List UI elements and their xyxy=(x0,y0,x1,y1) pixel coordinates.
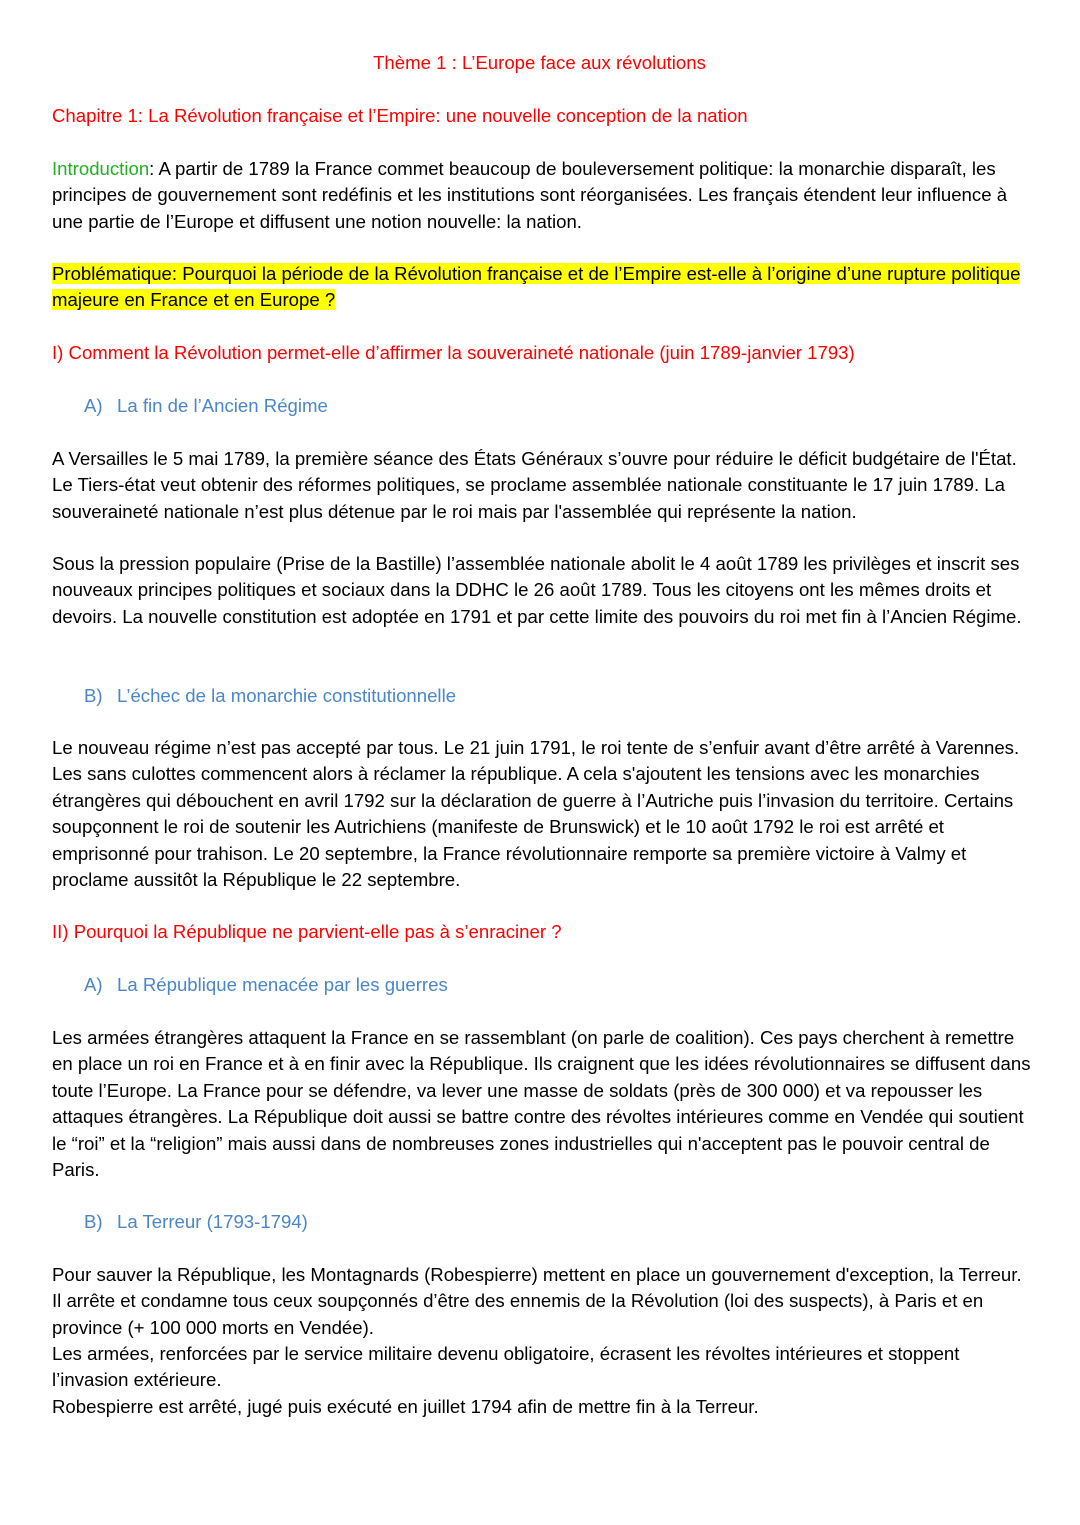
section-letter: B) xyxy=(84,1211,103,1232)
part1-sectionA-heading xyxy=(84,393,1064,419)
part2-sectionB-paragraph-1: Pour sauver la République, les Montagnards (Robespierre) mettent en place un gouvernement d'exception, la Terreur. Il arrête et condamne tous ceux soupçonnés d’être des ennemis de la Révolution (loi des suspects), à Paris et en province (+ 100 000 morts en Vendée). xyxy=(52,1264,1022,1338)
part1-sectionB-heading xyxy=(84,683,1064,709)
introduction-paragraph xyxy=(52,156,1032,235)
part1-title: I) Comment la Révolution permet-elle d’affirmer la souveraineté nationale (juin 1789-janvier 1793) xyxy=(52,342,855,363)
section-letter: A) xyxy=(84,974,103,995)
theme-title: Thème 1 : L’Europe face aux révolutions xyxy=(373,52,706,73)
part1-sectionA-paragraph-2: Sous la pression populaire (Prise de la Bastille) l’assemblée nationale abolit le 4 août 1789 les privilèges et inscrit ses nouveaux principes politiques et sociaux dans la DDHC le 26 août 1789. Tous les citoyens ont les mêmes droits et devoirs. La nouvelle constitution est adoptée en 1791 et par cette limite des pouvoirs du roi met fin à l’Ancien Régime. xyxy=(52,553,1022,627)
part2-sectionB-heading xyxy=(84,1209,1064,1235)
part2-sectionA-heading xyxy=(84,972,1064,998)
part1-sectionA-paragraph-1: A Versailles le 5 mai 1789, la première séance des États Généraux s’ouvre pour réduire le déficit budgétaire de l'État. Le Tiers-état veut obtenir des réformes politiques, se proclame assemblée nationale constituante le 17 juin 1789. La souveraineté nationale n’est plus détenue par le roi mais par l'assemblée qui représente la nation. xyxy=(52,448,1017,522)
section-title: L’échec de la monarchie constitutionnelle xyxy=(117,685,457,706)
section-letter: B) xyxy=(84,685,103,706)
part2-sectionB-paragraph-3: Robespierre est arrêté, jugé puis exécuté en juillet 1794 afin de mettre fin à la Terreur. xyxy=(52,1396,759,1417)
introduction-text: : A partir de 1789 la France commet beaucoup de bouleversement politique: la monarchie disparaît, les principes de gouvernement sont redéfinis et les institutions sont réorganisées. Les français étendent leur influence à une partie de l’Europe et diffusent une notion nouvelle: la nation. xyxy=(52,158,1008,232)
section-title: La fin de l’Ancien Régime xyxy=(117,395,328,416)
section-title: La République menacée par les guerres xyxy=(117,974,448,995)
part2-sectionA-paragraph-1: Les armées étrangères attaquent la France en se rassemblant (on parle de coalition). Ces pays cherchent à remettre en place un roi en France et à en finir avec la République. Ils craignent que les idées révolutionnaires se diffusent dans toute l’Europe. La France pour se défendre, va lever une masse de soldats (près de 300 000) et va repousser les attaques étrangères. La République doit aussi se battre contre des révoltes intérieures comme en Vendée qui soutient le “roi” et la “religion” mais aussi dans de nombreuses zones industrielles qui n'acceptent pas le pouvoir central de Paris. xyxy=(52,1027,1031,1181)
section-title: La Terreur (1793-1794) xyxy=(117,1211,308,1232)
problematique-paragraph xyxy=(52,261,1032,314)
part1-sectionB-paragraph-1: Le nouveau régime n’est pas accepté par tous. Le 21 juin 1791, le roi tente de s’enfuir avant d’être arrêté à Varennes. Les sans culottes commencent alors à réclamer la république. A cela s'ajoutent les tensions avec les monarchies étrangères qui débouchent en avril 1792 sur la déclaration de guerre à l’Autriche puis l’invasion du territoire. Certains soupçonnent le roi de soutenir les Autrichiens (manifeste de Brunswick) et le 10 août 1792 le roi est arrêté et emprisonné pour trahison. Le 20 septembre, la France révolutionnaire remporte sa première victoire à Valmy et proclame aussitôt la République le 22 septembre. xyxy=(52,737,1020,891)
part2-title: II) Pourquoi la République ne parvient-elle pas à s’enraciner ? xyxy=(52,921,562,942)
introduction-label: Introduction xyxy=(52,158,150,179)
chapter-title: Chapitre 1: La Révolution française et l’Empire: une nouvelle conception de la nation xyxy=(52,105,748,126)
part2-sectionB-paragraph-2: Les armées, renforcées par le service militaire devenu obligatoire, écrasent les révoltes intérieures et stoppent l’invasion extérieure. xyxy=(52,1343,960,1391)
problematique-highlight: Problématique: Pourquoi la période de la Révolution française et de l’Empire est-elle à l’origine d’une rupture politique majeure en France et en Europe ? xyxy=(52,263,1021,311)
section-letter: A) xyxy=(84,395,103,416)
